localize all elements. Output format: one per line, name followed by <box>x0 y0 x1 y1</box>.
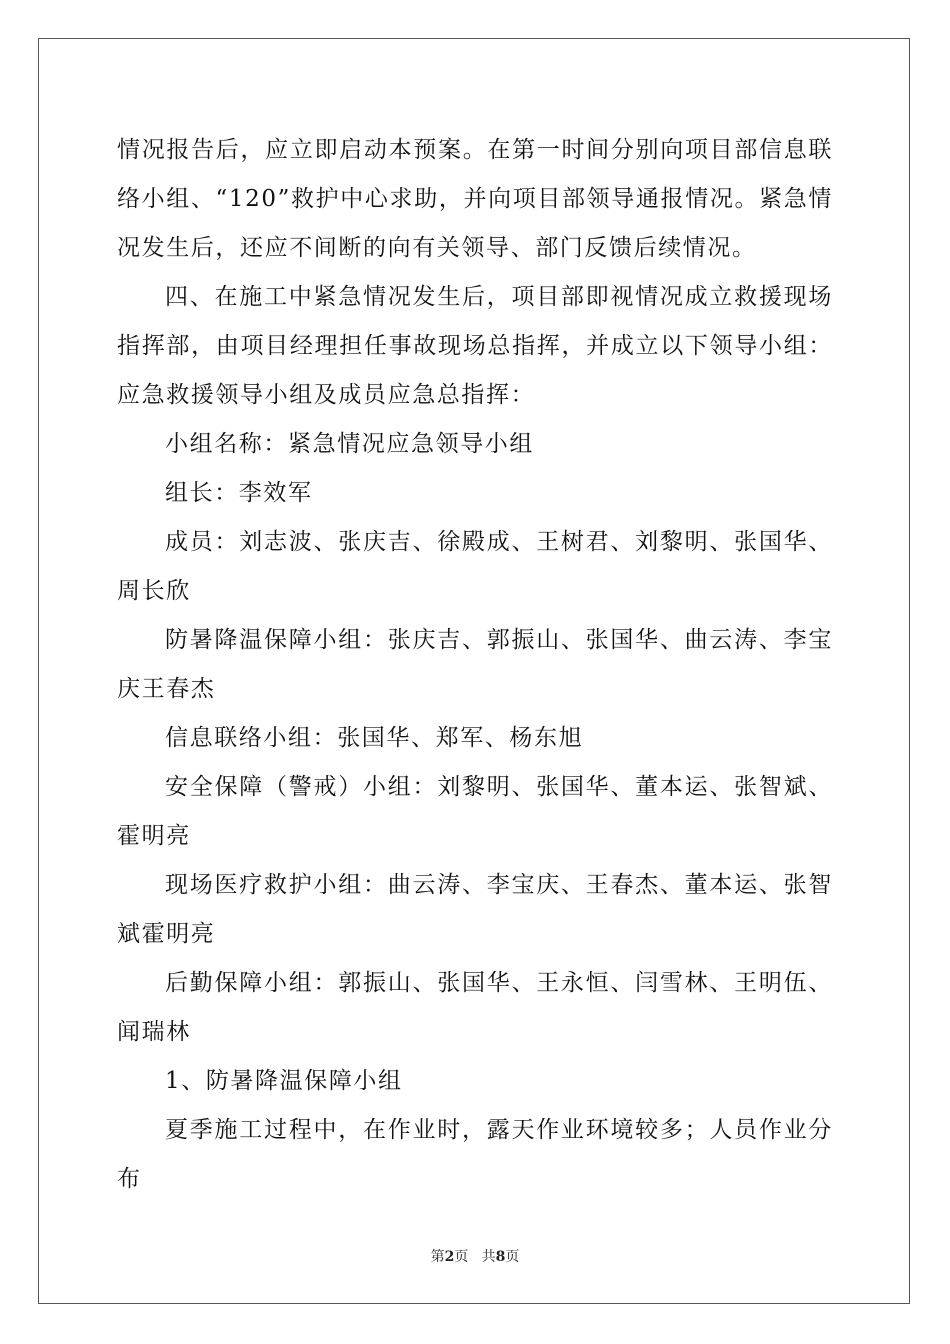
page-number: 2 <box>444 1249 455 1265</box>
paragraph-liaison-group: 信息联络小组：张国华、郑军、杨东旭 <box>165 725 584 751</box>
paragraph-logistics-group: 后勤保障小组：郭振山、张国华、王永恒、闫雪林、王明伍、闻瑞林 <box>117 970 833 1045</box>
paragraph-1: 情况报告后，应立即启动本预案。在第一时间分别向项目部信息联络小组、“120”救护中心求助，并向项目部领导通报情况。紧急情况发生后，还应不间断的向有关领导、部门反馈后续情况。 <box>117 137 833 261</box>
paragraph-group-name: 小组名称：紧急情况应急领导小组 <box>165 431 534 457</box>
paragraph-2: 四、在施工中紧急情况发生后，项目部即视情况成立救援现场指挥部，由项目经理担任事故现场总指挥，并成立以下领导小组：应急救援领导小组及成员应急总指挥： <box>117 284 833 408</box>
paragraph-section-heading: 1、防暑降温保障小组 <box>165 1068 403 1094</box>
page-suffix: 页 <box>454 1249 469 1265</box>
page-footer <box>0 1246 950 1266</box>
paragraph-members: 成员：刘志波、张庆吉、徐殿成、王树君、刘黎明、张国华、周长欣 <box>117 529 833 604</box>
document-body <box>117 126 833 1204</box>
paragraph-safety-group: 安全保障（警戒）小组：刘黎明、张国华、董本运、张智斌、霍明亮 <box>117 774 833 849</box>
paragraph-summer-construction: 夏季施工过程中，在作业时，露天作业环境较多；人员作业分布 <box>117 1117 833 1192</box>
paragraph-group-leader: 组长：李效军 <box>165 480 313 506</box>
paragraph-medical-group: 现场医疗救护小组：曲云涛、李宝庆、王春杰、董本运、张智斌霍明亮 <box>117 872 833 947</box>
total-prefix: 共 <box>481 1249 496 1265</box>
paragraph-heat-group: 防暑降温保障小组：张庆吉、郭振山、张国华、曲云涛、李宝庆王春杰 <box>117 627 833 702</box>
total-suffix: 页 <box>505 1249 520 1265</box>
page-prefix: 第 <box>430 1249 445 1265</box>
total-pages: 8 <box>495 1249 506 1265</box>
